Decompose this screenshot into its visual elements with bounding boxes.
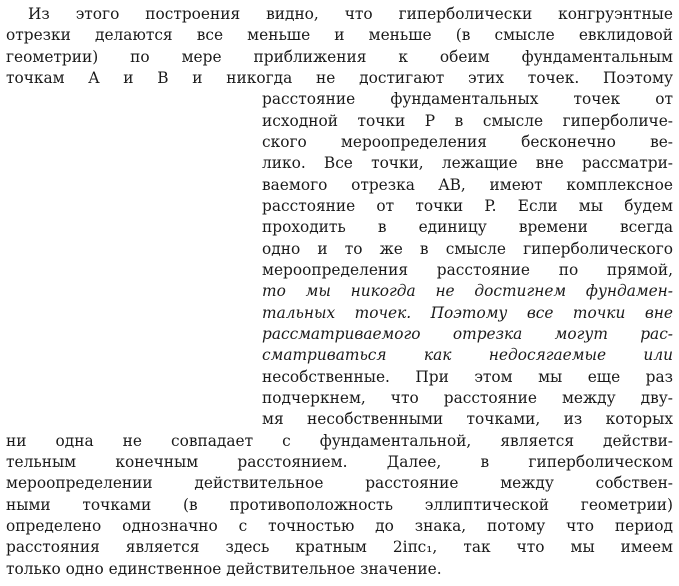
text-line: определено однозначно с точностью до знака, потому что период bbox=[6, 517, 673, 535]
text-line: мя несобственными точками, из которых bbox=[262, 410, 673, 429]
figure-area bbox=[6, 89, 251, 430]
text-line: несобственные. При этом мы еще раз bbox=[262, 367, 673, 386]
text-line: исходной точки P в смысле гиперболиче- bbox=[262, 111, 673, 130]
text-line: расстояния является здесь кратным 2iπc₁, так что мы имеем bbox=[6, 538, 673, 557]
text-line: расстояние от точки P. Если мы будем bbox=[262, 197, 673, 215]
text-line: ваемого отрезка AB, имеют комплексное bbox=[262, 175, 673, 194]
text-line-italic: то мы никогда не достигнем фундамен- bbox=[262, 282, 673, 301]
text-line: одно и то же в смысле гиперболического bbox=[262, 239, 673, 258]
text-line: отрезки делаются все меньше и меньше (в смысле евклидовой bbox=[6, 26, 673, 45]
text-line-italic: тальных точек. Поэтому все точки вне bbox=[262, 303, 673, 322]
text-line: Из этого построения видно, что гиперболически конгруэнтные bbox=[28, 5, 673, 23]
text-line: ными точками (в противоположность эллиптической геометрии) bbox=[6, 495, 673, 514]
text-line: геометрии) по мере приближения к обеим фундаментальным bbox=[6, 47, 673, 66]
text-line-italic: рассматриваемого отрезка могут рас- bbox=[262, 325, 673, 343]
text-line: мероопределении действительное расстояние между собствен- bbox=[6, 474, 673, 493]
text-line: ского мероопределения бесконечно ве- bbox=[262, 133, 673, 151]
text-line: тельным конечным расстоянием. Далее, в гиперболическом bbox=[6, 453, 673, 471]
text-line: подчеркнем, что расстояние между дву- bbox=[262, 389, 673, 407]
text-line-italic: сматриваться как недосягаемые или bbox=[262, 346, 673, 365]
text-line: ни одна не совпадает с фундаментальной, является действи- bbox=[6, 431, 673, 450]
text-line: точкам A и B и никогда не достигают этих точек. Поэтому bbox=[6, 69, 673, 87]
text-line: проходить в единицу времени всегда bbox=[262, 218, 673, 237]
text-line: лико. Все точки, лежащие вне рассматри- bbox=[262, 154, 673, 173]
text-line: расстояние фундаментальных точек от bbox=[262, 90, 673, 109]
text-line: мероопределения расстояние по прямой, bbox=[262, 261, 673, 279]
text-line: только одно единственное действительное значение. bbox=[6, 559, 442, 578]
